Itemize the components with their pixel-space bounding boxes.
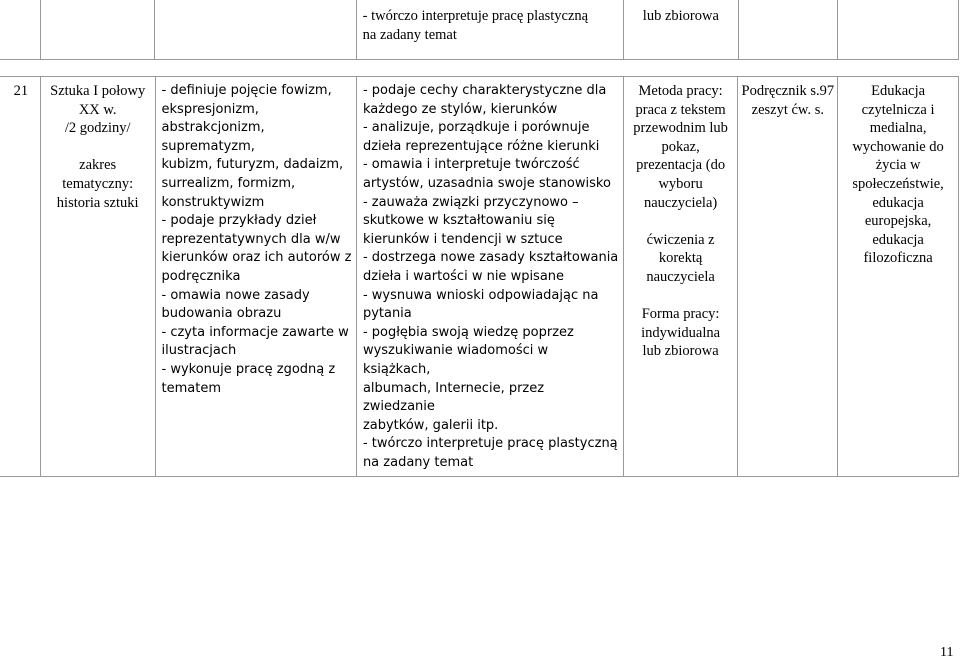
cell-basic-empty — [155, 0, 356, 60]
education-paths: Edukacja czytelnicza i medialna, wychowanie do życia w społeczeństwie, edukacja europejska, edukacja filozoficzna — [852, 83, 944, 267]
cell-extended-requirements — [356, 77, 623, 477]
lesson-topic: Sztuka I połowy XX w. /2 godziny/ zakres tematyczny: historia sztuki — [50, 83, 146, 211]
cell-methods — [623, 77, 738, 477]
teaching-methods: Metoda pracy: praca z tekstem przewodnim lub pokaz, prezentacja (do wyboru nauczyciela) ćwiczenia z korektą nauczyciela Forma pracy: indywidualna lub zbiorowa — [633, 83, 728, 360]
cell-basic-requirements — [155, 77, 356, 477]
cell-topic-empty — [40, 0, 155, 60]
cell-paths-empty — [838, 0, 959, 60]
extended-requirements: - podaje cechy charakterystyczne dla każdego ze stylów, kierunków - analizuje, porządkuje i porównuje dzieła reprezentujące różne kierunki - omawia i interpretuje twórczość artystów, uzasadnia swoje stanowisko - zauważa związki przyczynowo – skutkowe w kształtowaniu się kierunków i tendencji w sztuce - dostrzega nowe zasady kształtowania dzieła i wartości w nie wpisane - wysnuwa wnioski odpowiadając na pytania - pogłębia swoją wiedzę poprzez wyszukiwanie wiadomości w książkach, albumach, Internecie, przez zwiedzanie zabytków, galerii itp. - twórczo interpretuje pracę plastyczną na zadany temat — [362, 83, 619, 470]
curriculum-table — [0, 76, 959, 477]
table-row — [0, 77, 959, 477]
cell-number-empty — [0, 0, 40, 60]
extended-requirements-continued: - twórczo interpretuje pracę plastyczną na zadany temat — [362, 8, 589, 43]
methods-continued: lub zbiorowa — [642, 8, 719, 24]
cell-resources-empty — [738, 0, 838, 60]
continuation-table — [0, 0, 959, 60]
cell-resources — [738, 77, 838, 477]
teaching-resources: Podręcznik s.97 zeszyt ćw. s. — [741, 83, 835, 118]
page-number: 11 — [940, 645, 954, 660]
cell-methods-continued — [623, 0, 738, 60]
cell-lesson-number — [0, 77, 40, 477]
lesson-number: 21 — [13, 83, 29, 99]
basic-requirements: - definiuje pojęcie fowizm, ekspresjonizm, abstrakcjonizm, suprematyzm, kubizm, futuryzm, dadaizm, surrealizm, formizm, konstruktywizm - podaje przykłady dzieł reprezentatywnych dla w/w kierunków oraz ich autorów z podręcznika - omawia nowe zasady budowania obrazu - czyta informacje zawarte w ilustracjach - wykonuje pracę zgodną z tematem — [161, 83, 352, 396]
continuation-row — [0, 0, 959, 60]
cell-extended-continued — [356, 0, 623, 60]
cell-topic — [40, 77, 155, 477]
cell-education-paths — [838, 77, 959, 477]
